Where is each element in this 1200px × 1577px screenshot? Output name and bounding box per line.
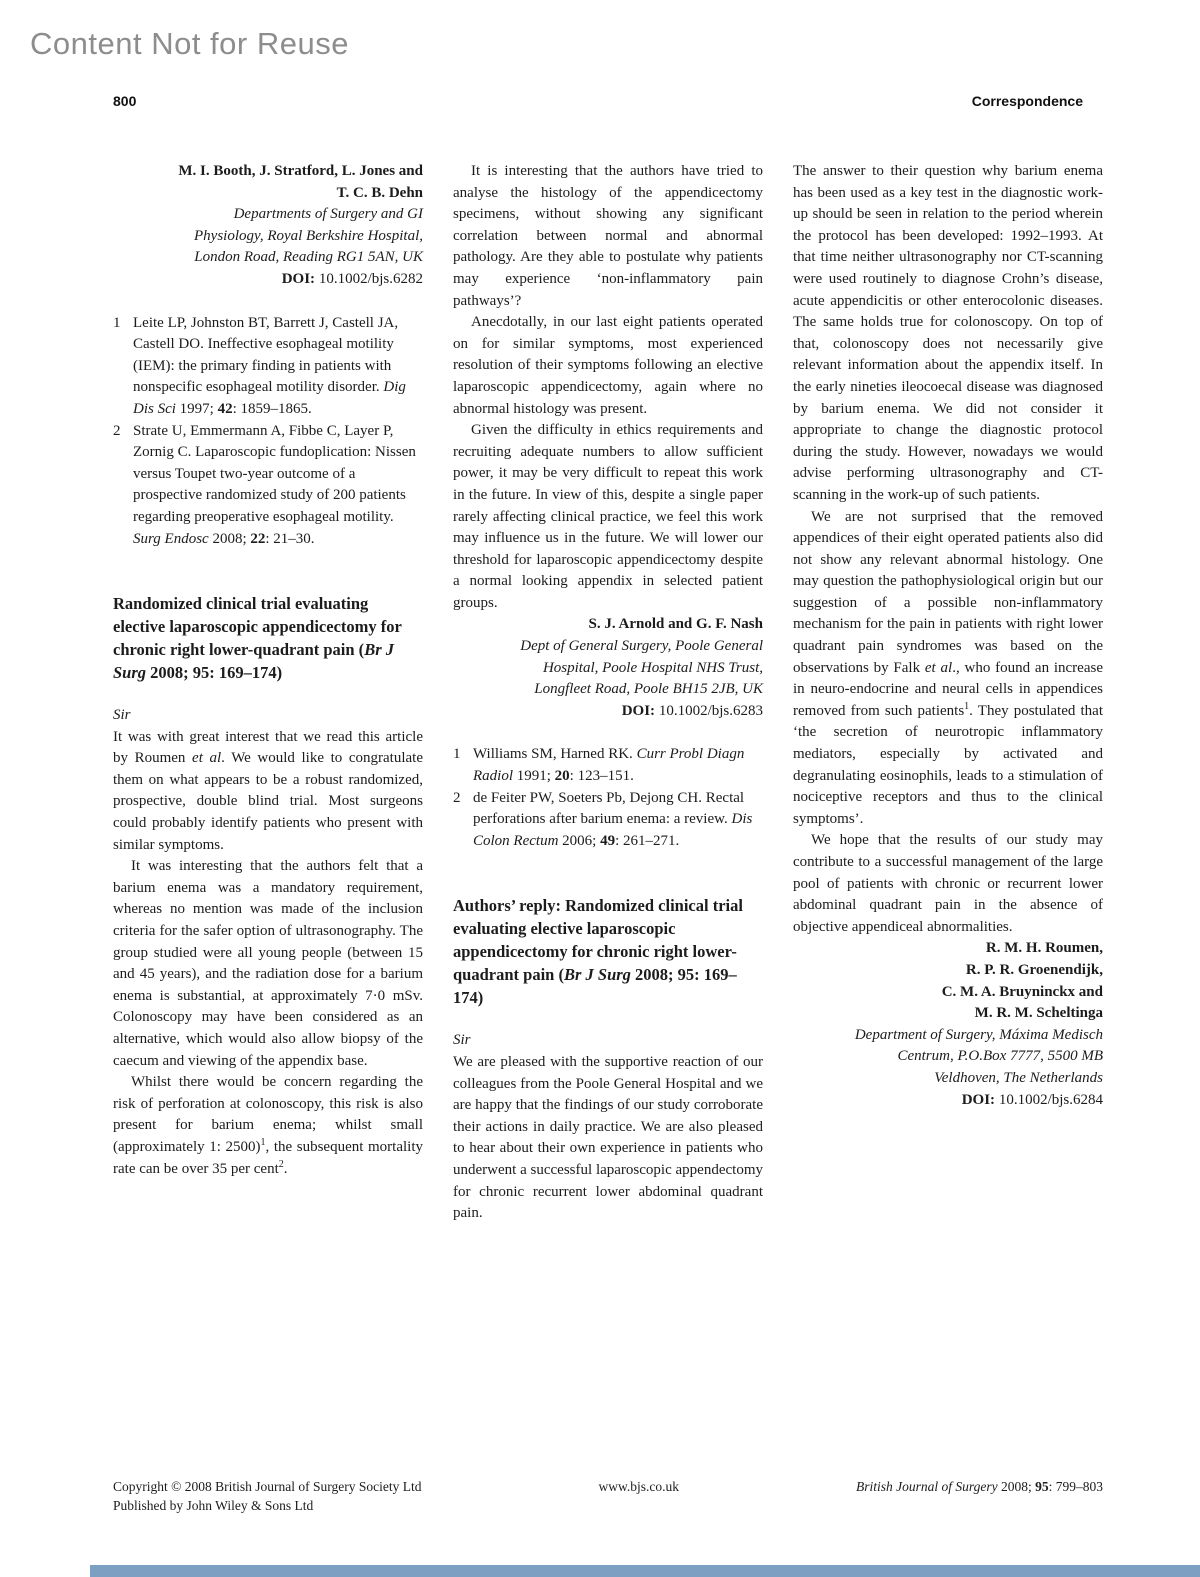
signature-line: R. M. H. Roumen, — [985, 940, 1103, 957]
paragraph: Given the difficulty in ethics requirements and recruiting adequate numbers to allow sufficient power, it may be very difficult to repeat this work in the future. In view of this, despite a single paper rarely affecting clinical practice, we feel this work may influence us in the future. We will lower our threshold for laparoscopic appendicectomy despite a normal looking appendix in selected patient groups. — [453, 422, 763, 611]
affiliation-line: Veldhoven, The Netherlands — [934, 1069, 1103, 1086]
copyright-block — [113, 1477, 422, 1515]
copyright-line-1: Copyright © 2008 British Journal of Surgery Society Ltd — [113, 1479, 422, 1494]
paragraph: It was interesting that the authors felt that a barium enema was a mandatory requirement, whereas no mention was made of the inclusion criteria for the safer option of ultrasonography. The group studied were all young people (between 15 and 45 years), and the radiation dose for a barium enema is substantial, at approximately 7·0 mSv. Colonoscopy may have been considered as an alternative, which would also allow biopsy of the caecum and viewing of the appendix base. — [113, 858, 423, 1069]
paragraph: We are not surprised that the removed appendices of their eight operated patients also did not show any relevant abnormal histology. One may question the pathophysiological origin but our suggestion of a possible non-inflammatory mechanism for the pain in patients with right lower quadrant pain syndromes was based on the observations by Falk et al., who found an increase in neuro-endocrine and neural cells in appendices removed from such patients$^1$. They postulated that ‘the secretion of neurotropic inflammatory mediators, especially by activated and degranulating eosinophils, leads to a stimulation of nociceptive receptors and thus to the clinical symptoms’. — [793, 508, 1103, 827]
reference-number: 2 — [113, 422, 121, 439]
column-1 — [113, 161, 423, 1225]
salutation: Sir — [453, 1032, 471, 1049]
signature-block — [793, 938, 1103, 1024]
reference-text: Strate U, Emmermann A, Fibbe C, Layer P, Zornig C. Laparoscopic fundoplication: Nissen versus Toupet two-year outcome of a prospective randomized study of 200 patients regarding preoperative esophageal motility. Surg Endosc 2008; 22: 21–30. — [133, 422, 416, 547]
running-header — [113, 93, 1083, 109]
paragraph: The answer to their question why barium enema has been used as a key test in the diagnostic work-up should be seen in relation to the period wherein the protocol has been developed: 1992–1993. At that time neither ultrasonography nor CT-scanning were used routinely to diagnose Crohn’s disease, acute appendicitis or other enterocolonic diseases. The same holds true for colonoscopy. On top of that, colonoscopy does not necessarily give relevant information about the appendix itself. In the early nineties ileocoecal disease was diagnosed by barium enema. We did not consider it appropriate to change the diagnostic protocol during the study. However, nowadays we would advise performing ultrasonography and CT-scanning in the work-up of such patients. — [793, 163, 1103, 503]
column-2 — [453, 161, 763, 1225]
reference-text: Williams SM, Harned RK. Curr Probl Diagn Radiol 1991; 20: 123–151. — [473, 746, 745, 785]
doi-value: 10.1002/bjs.6284 — [995, 1091, 1103, 1108]
affiliation-line: London Road, Reading RG1 5AN, UK — [194, 249, 423, 266]
text-columns — [113, 161, 1103, 1225]
affiliation-block — [113, 204, 423, 269]
journal-url: www.bjs.co.uk — [598, 1479, 679, 1494]
paragraph: It was with great interest that we read this article by Roumen et al. We would like to congratulate them on what appears to be a robust randomized, prospective, double blind trial. Most surgeons could probably identify patients who present with similar symptoms. — [113, 728, 423, 853]
affiliation-line: Department of Surgery, Máxima Medisch — [854, 1026, 1103, 1043]
affiliation-line: Dept of General Surgery, Poole General — [520, 638, 763, 655]
signature-line: C. M. A. Bruyninckx and — [941, 983, 1103, 1000]
reference-item — [113, 421, 423, 551]
doi-label: DOI: — [621, 702, 656, 719]
signature-line: T. C. B. Dehn — [336, 184, 423, 201]
content-not-for-reuse-watermark: Content Not for Reuse — [30, 26, 349, 61]
reference-list — [113, 313, 423, 551]
affiliation-line: Physiology, Royal Berkshire Hospital, — [194, 227, 423, 244]
paragraph: Anecdotally, in our last eight patients operated on for similar symptoms, most experienced resolution of their symptoms following an elective laparoscopic appendicectomy, again where no abnormal histology was present. — [453, 314, 763, 417]
doi-value: 10.1002/bjs.6282 — [315, 270, 423, 287]
salutation: Sir — [113, 707, 131, 724]
bottom-accent-bar — [90, 1565, 1200, 1577]
doi-line — [113, 269, 423, 291]
reference-superscript: 1 — [260, 1136, 266, 1148]
reference-superscript: 1 — [964, 700, 970, 712]
doi-label: DOI: — [961, 1091, 996, 1108]
reference-item — [453, 788, 763, 853]
reference-number: 1 — [113, 314, 121, 331]
doi-line — [793, 1090, 1103, 1112]
signature-line: S. J. Arnold and G. F. Nash — [588, 616, 763, 633]
affiliation-line: Departments of Surgery and GI — [233, 206, 423, 223]
section-title: Correspondence — [971, 93, 1083, 109]
reference-list — [453, 744, 763, 852]
affiliation-line: Centrum, P.O.Box 7777, 5500 MB — [897, 1048, 1103, 1065]
reference-item — [453, 744, 763, 787]
column-3 — [793, 161, 1103, 1225]
doi-value: 10.1002/bjs.6283 — [655, 702, 763, 719]
signature-line: M. R. M. Scheltinga — [974, 1005, 1103, 1022]
page-footer — [113, 1477, 1103, 1515]
signature-line: M. I. Booth, J. Stratford, L. Jones and — [178, 163, 423, 179]
paragraph: We are pleased with the supportive reaction of our colleagues from the Poole General Hospital and we are happy that the findings of our study corroborate their actions in daily practice. We are also pleased to hear about their own experience in patients who underwent a successful laparoscopic appendectomy for chronic recurrent lower abdominal quadrant pain. — [453, 1054, 763, 1222]
affiliation-block — [793, 1025, 1103, 1090]
signature-block — [113, 161, 423, 204]
journal-citation: British Journal of Surgery 2008; 95: 799–803 — [855, 1479, 1103, 1494]
doi-line — [453, 701, 763, 723]
reference-item — [113, 313, 423, 421]
signature-block — [453, 614, 763, 636]
paragraph: Whilst there would be concern regarding the risk of perforation at colonoscopy, this risk is also present for barium enema; whilst small (approximately 1: 2500)$^1$, the subsequent mortality rate can be over 35 per cent$^2$. — [113, 1074, 423, 1177]
reference-text: de Feiter PW, Soeters Pb, Dejong CH. Rectal perforations after barium enema: a review. Dis Colon Rectum 2006; 49: 261–271. — [473, 789, 753, 849]
signature-line: R. P. R. Groenendijk, — [965, 961, 1103, 978]
reference-number: 2 — [453, 789, 461, 806]
doi-label: DOI: — [281, 270, 316, 287]
page-number: 800 — [113, 93, 137, 109]
affiliation-line: Longfleet Road, Poole BH15 2JB, UK — [534, 681, 763, 698]
reference-text: Leite LP, Johnston BT, Barrett J, Castell JA, Castell DO. Ineffective esophageal motility (IEM): the primary finding in patients with nonspecific esophageal motility disorder. Dig Dis Sci 1997; 42: 1859–1865. — [133, 314, 406, 417]
reference-number: 1 — [453, 746, 461, 763]
affiliation-block — [453, 636, 763, 701]
paragraph: We hope that the results of our study may contribute to a successful management of the large pool of patients with chronic or recurrent lower abdominal quadrant pain in the absence of objective appendiceal abnormalities. — [793, 832, 1103, 935]
copyright-line-2: Published by John Wiley & Sons Ltd — [113, 1498, 314, 1513]
paragraph: It is interesting that the authors have tried to analyse the histology of the appendicectomy specimens, without showing any significant correlation between normal and abnormal pathology. Are they able to postulate why patients may experience ‘non-inflammatory pain pathways’? — [453, 163, 763, 309]
affiliation-line: Hospital, Poole Hospital NHS Trust, — [542, 659, 763, 676]
reference-superscript: 2 — [278, 1158, 284, 1170]
letter-heading: Randomized clinical trial evaluating elective laparoscopic appendicectomy for chronic right lower-quadrant pain (Br J Surg 2008; 95: 169–174) — [113, 594, 402, 683]
letter-heading: Authors’ reply: Randomized clinical trial evaluating elective laparoscopic appendicectomy for chronic right lower-quadrant pain (Br J Surg 2008; 95: 169–174) — [453, 896, 743, 1008]
